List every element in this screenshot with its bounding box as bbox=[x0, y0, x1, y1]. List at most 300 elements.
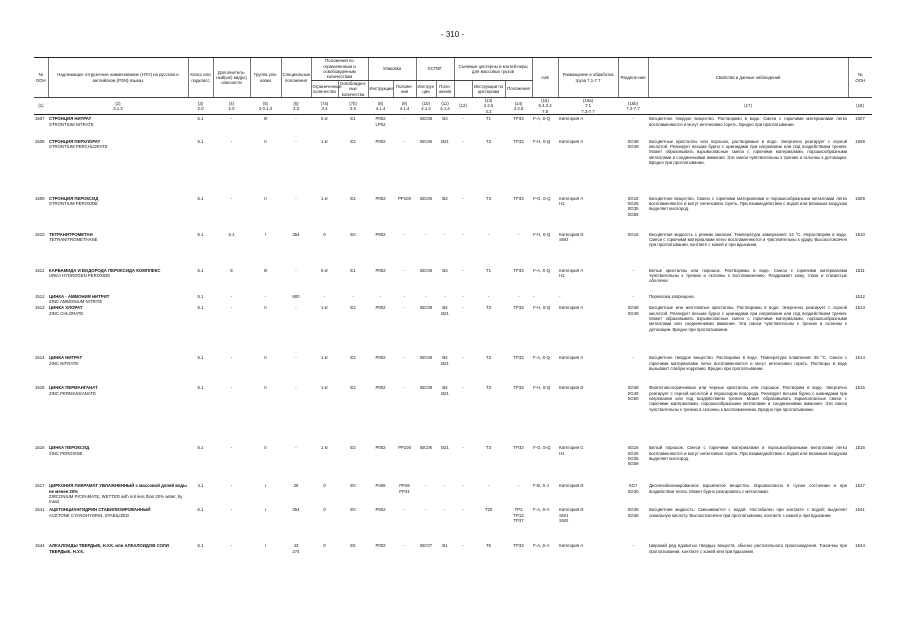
cell-col12: - bbox=[462, 355, 464, 361]
cell-stowage: Категория D bbox=[559, 483, 584, 489]
cell-un-number: 1514 bbox=[35, 355, 45, 361]
cell-col12: - bbox=[462, 231, 464, 237]
cell-tank-instruction: T1 bbox=[486, 267, 492, 273]
cell-segregation: SG38 SG49 SG60 bbox=[627, 385, 639, 402]
cell-excepted-quantity: E2 bbox=[350, 355, 356, 361]
cell-stowage: Категория A bbox=[559, 138, 584, 144]
col-tank-header: Съемные цистерны и контей-неры для массовых грузов bbox=[454, 58, 532, 81]
cell-shipping-name bbox=[48, 354, 188, 384]
cell-un-number-right: 1516 bbox=[855, 445, 865, 451]
cell-class: 6.1 bbox=[197, 507, 204, 513]
colnum-11: (11) 4.1.4 bbox=[436, 98, 454, 115]
col-packing-header: Упаковка bbox=[368, 58, 416, 81]
cell-ibc-instruction: - bbox=[425, 293, 427, 299]
cell-tank-provision: - bbox=[517, 293, 520, 299]
cell-tank-instruction: T20 bbox=[484, 507, 493, 513]
cell-ems: F-H, S-Q bbox=[533, 385, 551, 391]
cell-properties: Бесцветные кристаллы или порошок, растворимые в воде. Энергично реагирует с серной кислотой. Реагирует весьма бурно с цианидами при нагревании или под воздействием трения. Может образовывать взрывоопасные смеси с горючими материалами, порошкообразными металлами и соединениями аммония. Эти смеси чувствительны к трению и склонны к детонации. Вредно при проглатывании. bbox=[649, 138, 848, 166]
cell-shipping-name bbox=[48, 384, 188, 444]
cell-ibc-instruction: IBC06 bbox=[420, 138, 432, 144]
name-english: ZINC NITRATE bbox=[49, 360, 79, 366]
cell-shipping-name bbox=[48, 293, 188, 305]
col-eq-header: Освобожден-ные количества bbox=[339, 81, 367, 97]
col-tank-instr-header: Инструкции по цистернам bbox=[472, 81, 505, 98]
col-segregation-header: Разделе-ние bbox=[618, 58, 648, 98]
cell-tank-instruction: - bbox=[487, 293, 490, 299]
cell-segregation: SG35 SG36 bbox=[627, 507, 639, 518]
cell-shipping-name bbox=[48, 482, 188, 506]
cell-packing-provision: PP26 PP31 bbox=[399, 483, 410, 494]
cell-class: 5.1 bbox=[197, 138, 204, 144]
cell-properties: Белый порошок. Смеси с горючими материалами и порошкообразными металлами легко воспламеняются и могут интенсивно гореть. При взаимодействии с водой или влажным воздухом выделяет кислород. bbox=[649, 445, 848, 462]
cell-special-provisions: - bbox=[295, 445, 297, 451]
cell-un-number: 1513 bbox=[35, 305, 45, 311]
cell-ems: F-G, S-Q bbox=[533, 195, 551, 201]
colnum-14: (14) 4.2.5 bbox=[505, 98, 532, 115]
table-row bbox=[34, 506, 872, 542]
cell-properties: Бесцветная жидкость. Смешивается с водой. Нестабилен при контакте с водой; выделяет синильную кислоту. Высокотоксичен при проглатывании, контакте с кожей и при вдыхании. bbox=[649, 507, 848, 518]
table-row bbox=[34, 195, 872, 231]
col-tank-blank-header bbox=[454, 81, 472, 98]
cell-packing-instruction: - bbox=[379, 293, 382, 299]
name-russian: СТРОНЦИЯ ПЕРХЛОРАТ bbox=[49, 138, 101, 144]
colnum-2: (2) 3.1.2 bbox=[48, 98, 188, 115]
name-russian: СТРОНЦИЯ ПЕРОКСИД bbox=[49, 195, 99, 201]
cell-excepted-quantity: E0 bbox=[350, 507, 356, 513]
cell-properties: Бесцветная жидкость с резким запахом. Температура замерзания: 13 °C. Нерастворим в воде. Смеси с горючими материалами легко воспламеняются и чувствительны к удару. Высокотоксичен при проглатывании, контакте с кожей и при вдыхании. bbox=[649, 231, 848, 248]
cell-tank-provision: TP33 bbox=[513, 305, 524, 311]
name-russian: ЦИНКА ХЛОРАТ bbox=[49, 305, 83, 311]
cell-col12: - bbox=[462, 543, 464, 549]
cell-class: 5.1 bbox=[197, 293, 204, 299]
name-russian: СТРОНЦИЯ НИТРАТ bbox=[49, 116, 92, 122]
cell-un-number: 1509 bbox=[35, 195, 45, 201]
cell-packing-group: I bbox=[264, 543, 267, 549]
cell-excepted-quantity: E5 bbox=[350, 543, 356, 549]
cell-shipping-name bbox=[48, 267, 188, 293]
cell-properties: Десенсибилизированное взрывчатое вещество. Взрывоопасно в сухом состоянии и при воздействии тепла. Может бурно реагировать с металлами. bbox=[649, 483, 848, 494]
cell-stowage: Категория A H1 bbox=[559, 195, 584, 207]
col-ibc-instr-header: Инструк-ции bbox=[416, 81, 436, 98]
name-russian: ЦИНКА НИТРАТ bbox=[49, 355, 83, 361]
cell-segregation: SG16 bbox=[627, 231, 639, 237]
col-stowage-header: Размещение и обработка груза 7.1-7.7 bbox=[558, 58, 618, 98]
cell-shipping-name bbox=[48, 444, 188, 482]
cell-un-number: 1541 bbox=[35, 507, 45, 513]
dangerous-goods-table bbox=[34, 57, 872, 572]
cell-un-number: 1510 bbox=[35, 231, 45, 237]
cell-packing-provision: - bbox=[403, 385, 406, 391]
cell-ibc-provision: B4 B21 bbox=[441, 355, 449, 366]
table-row bbox=[34, 444, 872, 482]
cell-segregation: - bbox=[632, 543, 634, 549]
cell-limited-quantity: - bbox=[323, 293, 326, 299]
cell-packing-provision: - bbox=[403, 116, 406, 122]
cell-ems: F-A, S-Q bbox=[533, 116, 551, 122]
cell-subsidiary-risk: 5.1 bbox=[228, 231, 235, 237]
cell-limited-quantity: 0 bbox=[323, 231, 326, 237]
col-sp-header: Специальные положения bbox=[281, 58, 311, 98]
colnum-16a: (16a) 7.1 7.3-7.7 bbox=[558, 98, 618, 115]
cell-segregation: SG38 SG49 bbox=[627, 138, 639, 150]
cell-packing-instruction: P002 bbox=[375, 543, 386, 549]
cell-ibc-provision: B1 bbox=[442, 543, 448, 549]
cell-packing-provision: - bbox=[403, 293, 406, 299]
cell-packing-instruction: P002 LP02 bbox=[375, 116, 386, 127]
cell-class: 5.1 bbox=[197, 267, 204, 273]
cell-stowage: Категория D SW2 bbox=[559, 231, 584, 243]
cell-un-number-right: 1541 bbox=[855, 507, 865, 513]
colnum-15: (15) 5.4.3.2 7.8 bbox=[532, 98, 558, 115]
cell-un-number: 1511 bbox=[35, 267, 45, 273]
cell-tank-instruction: T3 bbox=[486, 305, 492, 311]
cell-special-provisions: - bbox=[295, 355, 297, 361]
cell-ibc-instruction: IBC08 bbox=[420, 267, 432, 273]
cell-tank-instruction: T1 bbox=[486, 116, 492, 122]
cell-limited-quantity: 5 кг bbox=[320, 267, 329, 273]
cell-subsidiary-risk: - bbox=[230, 543, 233, 549]
cell-packing-group: I bbox=[264, 231, 267, 237]
cell-segregation: SG16 SG26 SG35 SG59 bbox=[627, 195, 639, 217]
table-row bbox=[34, 542, 872, 572]
cell-class: 5.1 bbox=[197, 116, 204, 122]
cell-tank-provision: - bbox=[517, 231, 520, 237]
col-tank-prov-header: Положения bbox=[505, 81, 532, 98]
cell-col12: - bbox=[462, 507, 464, 513]
colnum-18: (18) bbox=[848, 98, 872, 115]
cell-tank-instruction: T3 bbox=[486, 355, 492, 361]
cell-packing-group: II bbox=[264, 305, 267, 311]
cell-properties: Широкий ряд ядовитых твердых веществ, обычно растительного происхождения. Токсичны при проглатывании, контакте с кожей или при вдыхании. bbox=[649, 543, 848, 554]
cell-shipping-name bbox=[48, 304, 188, 354]
cell-ems: F-G, S-Q bbox=[533, 445, 551, 451]
cell-un-number-right: 1507 bbox=[855, 116, 865, 122]
cell-stowage: Категория A H1 bbox=[559, 267, 584, 279]
cell-packing-provision: - bbox=[403, 355, 406, 361]
cell-class: 5.1 bbox=[197, 195, 204, 201]
cell-ibc-provision: B4 B21 bbox=[441, 305, 449, 316]
cell-col12: - bbox=[462, 385, 464, 391]
cell-stowage: Категория A bbox=[559, 355, 584, 361]
cell-un-number-right: 1511 bbox=[855, 267, 865, 273]
cell-shipping-name bbox=[48, 138, 188, 195]
cell-ems: F-A, S-A bbox=[533, 507, 550, 513]
cell-col12: - bbox=[462, 195, 464, 201]
cell-special-provisions: 900 bbox=[292, 293, 300, 299]
col-un-header-right: № ООН bbox=[848, 58, 872, 98]
cell-tank-provision: - bbox=[517, 483, 520, 489]
cell-tank-provision: TP33 bbox=[513, 543, 524, 549]
cell-class: 4.1 bbox=[197, 483, 204, 489]
colnum-12: (12) bbox=[454, 98, 472, 115]
cell-packing-provision: - bbox=[403, 305, 406, 311]
cell-segregation: - bbox=[632, 267, 634, 273]
cell-packing-provision: PP100 bbox=[398, 445, 411, 451]
table-row bbox=[34, 354, 872, 384]
cell-packing-instruction: P002 bbox=[375, 138, 386, 144]
name-english: ACETONE CYANOHYDRIN, STABILIZED bbox=[49, 512, 129, 518]
cell-stowage: Категория D SW1 SW2 bbox=[559, 507, 584, 524]
col-name-header: Надлежащее отгрузочное наименование (НТН) на русском и английском (PSN) языках bbox=[48, 58, 188, 98]
cell-excepted-quantity: E0 bbox=[350, 483, 356, 489]
cell-ibc-instruction: IBC08 bbox=[420, 305, 432, 311]
col-class-header: Класс или подкласс bbox=[188, 58, 213, 98]
cell-ems: F-H, S-Q bbox=[533, 138, 551, 144]
cell-class: 6.1 bbox=[197, 231, 204, 237]
cell-stowage: - bbox=[559, 293, 561, 299]
colnum-10: (10) 4.1.4 bbox=[416, 98, 436, 115]
cell-special-provisions: 28 bbox=[293, 483, 299, 489]
name-english: ZIRCONIUM PICRAMATE, WETTED with not less than 20% water, by mass bbox=[49, 494, 183, 505]
cell-ibc-provision: - bbox=[444, 483, 446, 489]
cell-packing-group: III bbox=[263, 116, 268, 122]
cell-ems: F-A, S-A bbox=[533, 543, 550, 549]
cell-packing-provision: PP100 bbox=[398, 195, 411, 201]
cell-special-provisions: - bbox=[295, 267, 297, 273]
cell-limited-quantity: 0 bbox=[323, 507, 326, 513]
cell-properties: Бесцветное твердое вещество. Растворимо в воде. Смеси с горючими материалами легко воспламеняются и могут интенсивно гореть. Вредно при проглатывании. bbox=[649, 116, 848, 127]
cell-tank-provision: TP33 bbox=[513, 195, 524, 201]
cell-packing-instruction: P406 bbox=[375, 483, 386, 489]
colnum-4: (4) 2.0 bbox=[213, 98, 250, 115]
name-english: ZINC AMMONIUM NITRITE bbox=[49, 299, 103, 305]
col-lq-eq-header: Положения по ограниченным и освобожденным количествам bbox=[311, 58, 368, 81]
table-row bbox=[34, 384, 872, 444]
cell-stowage: Категория D bbox=[559, 385, 584, 391]
cell-class: 5.1 bbox=[197, 305, 204, 311]
cell-packing-instruction: P602 bbox=[375, 231, 386, 237]
cell-ems: F-H, S-Q bbox=[533, 305, 551, 311]
cell-packing-instruction: P002 bbox=[375, 445, 386, 451]
cell-packing-group: II bbox=[264, 138, 267, 144]
cell-excepted-quantity: - bbox=[352, 293, 354, 299]
cell-subsidiary-risk: - bbox=[230, 445, 233, 451]
cell-special-provisions: - bbox=[295, 305, 297, 311]
cell-ems: F-A, S-Q bbox=[533, 267, 551, 273]
name-english: STRONTIUM PERCHLORATE bbox=[49, 144, 108, 150]
cell-tank-provision: TP33 bbox=[513, 267, 524, 273]
col-properties-header: Свойства и данные наблюдений bbox=[648, 58, 848, 98]
cell-ems: F-B, S-J bbox=[533, 483, 549, 489]
cell-packing-provision: - bbox=[403, 543, 406, 549]
table-row bbox=[34, 138, 872, 195]
cell-packing-provision: - bbox=[403, 507, 406, 513]
cell-ibc-instruction: IBC06 bbox=[420, 445, 432, 451]
cell-un-number-right: 1512 bbox=[855, 293, 865, 299]
cell-subsidiary-risk: - bbox=[230, 195, 233, 201]
cell-segregation: SG16 SG26 SG35 SG59 bbox=[627, 445, 639, 467]
colnum-7b: (7b) 3.5 bbox=[338, 98, 368, 115]
cell-limited-quantity: 1 кг bbox=[320, 355, 329, 361]
cell-excepted-quantity: E2 bbox=[350, 138, 356, 144]
col-subrisk-header: Дополнитель-ный(ые) вид(ы) опасности bbox=[213, 58, 250, 98]
cell-un-number-right: 1509 bbox=[855, 195, 865, 201]
cell-tank-provision: TP33 bbox=[513, 116, 524, 122]
table-body bbox=[34, 115, 872, 573]
name-english: ZINC CHLORATE bbox=[49, 310, 84, 316]
cell-segregation: - bbox=[632, 116, 634, 122]
cell-col12: - bbox=[462, 483, 464, 489]
cell-properties: Бесцветные или желтоватые кристаллы. Растворимы в воде. Энергично реагирует с серной кислотой. Реагирует весьма бурно с цианидами при нагревании или под воздействием трения. Может образовывать взрывоопасные смеси с горючими материалами, порошкообразными металлами или соединениями аммония. Эти смеси чувствительны к трению и склонны к детонации. Вредно при проглатывании. bbox=[649, 305, 848, 332]
colnum-5: (5) 2.0.1.3 bbox=[250, 98, 281, 115]
table-row bbox=[34, 231, 872, 267]
table-row bbox=[34, 304, 872, 354]
cell-tank-provision: TP2 TP13 TP37 bbox=[513, 507, 524, 524]
name-russian: ЦИНКА - АММОНИЯ НИТРИТ bbox=[49, 293, 110, 299]
cell-limited-quantity: 5 кг bbox=[320, 116, 329, 122]
cell-un-number-right: 1508 bbox=[855, 138, 865, 144]
cell-un-number-right: 1517 bbox=[855, 483, 865, 489]
cell-segregation: - bbox=[632, 293, 634, 299]
cell-segregation: SG38 SG49 bbox=[627, 305, 639, 316]
cell-class: 5.1 bbox=[197, 355, 204, 361]
cell-ibc-provision: - bbox=[444, 507, 446, 513]
cell-subsidiary-risk: - bbox=[230, 507, 233, 513]
cell-stowage: Категория A bbox=[559, 543, 584, 549]
cell-packing-group: II bbox=[264, 355, 267, 361]
table-row bbox=[34, 482, 872, 506]
cell-ibc-instruction: IBC08 bbox=[420, 116, 432, 122]
cell-class: 6.1 bbox=[197, 543, 204, 549]
table-row bbox=[34, 267, 872, 293]
cell-ibc-provision: - bbox=[444, 231, 446, 237]
colnum-16b: (16b) 7.2-7.7 bbox=[618, 98, 648, 115]
cell-shipping-name bbox=[48, 115, 188, 138]
name-russian: АЛКАЛОИДЫ ТВЕРДЫЕ, Н.У.К. или АЛКАЛОИДОВ СОЛИ ТВЕРДЫЕ, Н.У.К. bbox=[49, 543, 169, 554]
colnum-8: (8) 4.1.4 bbox=[368, 98, 393, 115]
cell-ibc-provision: B21 bbox=[441, 445, 449, 451]
cell-packing-group: II bbox=[264, 385, 267, 391]
cell-col12: - bbox=[462, 293, 464, 299]
cell-subsidiary-risk: - bbox=[230, 293, 233, 299]
cell-ibc-provision: B2 bbox=[442, 195, 448, 201]
page-number: - 310 - bbox=[440, 30, 465, 39]
cell-un-number: 1544 bbox=[35, 543, 45, 549]
cell-class: 5.1 bbox=[197, 445, 204, 451]
cell-col12: - bbox=[462, 116, 464, 122]
cell-tank-provision: TP33 bbox=[513, 385, 524, 391]
cell-shipping-name bbox=[48, 231, 188, 267]
cell-un-number: 1507 bbox=[35, 116, 45, 122]
cell-packing-instruction: P002 bbox=[375, 385, 386, 391]
cell-packing-provision: - bbox=[403, 231, 406, 237]
cell-properties: Бесцветное вещество. Смеси с горючими материалами и порошкообразными металлами легко воспламеняются и могут интенсивно гореть. При взаимодействии с водой или влажным воздухом выделяет кислород. bbox=[649, 195, 848, 212]
cell-packing-instruction: P002 bbox=[375, 195, 386, 201]
cell-special-provisions: 43 274 bbox=[292, 543, 300, 554]
cell-ibc-provision: B21 bbox=[441, 138, 449, 144]
name-russian: ЦИНКА ПЕРМАНГАНАТ bbox=[49, 385, 98, 391]
cell-packing-group: III bbox=[263, 267, 268, 273]
cell-excepted-quantity: E2 bbox=[350, 305, 356, 311]
cell-packing-group: II bbox=[264, 195, 267, 201]
cell-ems: F-H, S-Q bbox=[533, 231, 551, 237]
colnum-13: (13) 4.2.5 4.3 bbox=[472, 98, 505, 115]
name-english: UREA HYDROGEN PEROXIDE bbox=[49, 273, 111, 279]
cell-un-number-right: 1515 bbox=[855, 385, 865, 391]
cell-ibc-instruction: IBC08 bbox=[420, 355, 432, 361]
cell-un-number: 1515 bbox=[35, 385, 45, 391]
name-russian: ЦИНКА ПЕРОКСИД bbox=[49, 445, 90, 451]
cell-ibc-provision: B3 bbox=[442, 267, 448, 273]
cell-subsidiary-risk: 8 bbox=[230, 267, 233, 273]
cell-properties: Фиолетово-коричневые или черные кристаллы или порошок. Растворим в воде. Энергично реагирует с серной кислотой и пероксидом водорода. Реагирует весьма бурно с цианидами при нагревании или под воздействием трения. Может образовывать взрывоопасные смеси с горючими материалами, порошкообразными металлами и соединениями аммония. Эти смеси чувствительны к трению и склонны к воспламенению. Вредно при проглатывании. bbox=[649, 385, 848, 412]
cell-ibc-instruction: IBC07 bbox=[420, 543, 432, 549]
cell-special-provisions: - bbox=[295, 116, 297, 122]
cell-un-number-right: 1544 bbox=[855, 543, 865, 549]
cell-shipping-name bbox=[48, 195, 188, 231]
cell-packing-provision: - bbox=[403, 138, 406, 144]
cell-subsidiary-risk: - bbox=[230, 385, 233, 391]
cell-excepted-quantity: E0 bbox=[350, 231, 356, 237]
cell-stowage: Категория A bbox=[559, 305, 584, 311]
cell-packing-group: - bbox=[264, 293, 267, 299]
cell-packing-instruction: P002 bbox=[375, 355, 386, 361]
cell-ibc-provision: B3 bbox=[442, 116, 448, 122]
cell-packing-instruction: P602 bbox=[375, 507, 386, 513]
colnum-9: (9) 4.1.4 bbox=[393, 98, 416, 115]
cell-packing-provision: - bbox=[403, 267, 406, 273]
cell-tank-provision: TP33 bbox=[513, 445, 524, 451]
cell-special-provisions: - bbox=[295, 195, 297, 201]
cell-special-provisions: 354 bbox=[292, 507, 300, 513]
cell-subsidiary-risk: - bbox=[230, 355, 233, 361]
cell-ibc-instruction: - bbox=[425, 507, 427, 513]
cell-subsidiary-risk: - bbox=[230, 138, 233, 144]
cell-segregation: SG7 SG30 bbox=[627, 483, 639, 494]
colnum-3: (3) 2.0 bbox=[188, 98, 213, 115]
cell-un-number-right: 1510 bbox=[855, 231, 865, 237]
colnum-17: (17) bbox=[648, 98, 848, 115]
cell-packing-instruction: P002 bbox=[375, 305, 386, 311]
cell-ibc-instruction: IBC06 bbox=[420, 195, 432, 201]
name-russian: ТЕТРАНИТРОМЕТАН bbox=[49, 231, 93, 237]
colnum-6: (6) 3.3 bbox=[281, 98, 311, 115]
cell-col12: - bbox=[462, 305, 464, 311]
cell-stowage: Категория C H1 bbox=[559, 445, 584, 456]
col-pp-header: Положе-ния bbox=[393, 81, 416, 98]
cell-tank-instruction: T3 bbox=[486, 445, 492, 451]
cell-ibc-provision: - bbox=[444, 293, 446, 299]
col-lq-header: Ограниченные количества bbox=[311, 81, 338, 98]
cell-excepted-quantity: E2 bbox=[350, 385, 356, 391]
cell-ibc-provision: B4 B21 bbox=[441, 385, 449, 396]
cell-col12: - bbox=[462, 445, 464, 451]
name-english: TETRANITROMETHANE bbox=[49, 237, 98, 243]
cell-limited-quantity: 1 кг bbox=[320, 138, 329, 144]
cell-tank-provision: TP33 bbox=[513, 138, 524, 144]
cell-special-provisions: - bbox=[295, 138, 297, 144]
cell-packing-group: I bbox=[264, 507, 267, 513]
cell-limited-quantity: 1 кг bbox=[320, 305, 329, 311]
col-ems-header: АаК bbox=[532, 58, 558, 98]
cell-segregation: - bbox=[632, 355, 634, 361]
cell-limited-quantity: 1 кг bbox=[320, 195, 329, 201]
name-english: STRONTIUM NITRATE bbox=[49, 121, 94, 127]
cell-un-number: 1516 bbox=[35, 445, 45, 451]
cell-excepted-quantity: E2 bbox=[350, 195, 356, 201]
cell-un-number-right: 1514 bbox=[855, 355, 865, 361]
table-row bbox=[34, 115, 872, 138]
cell-limited-quantity: 1 кг bbox=[320, 445, 329, 451]
cell-packing-group: II bbox=[264, 445, 267, 451]
cell-properties: Перевозка запрещена. bbox=[649, 293, 695, 299]
name-english: STRONTIUM PEROXIDE bbox=[49, 201, 98, 207]
name-russian: ЦИРКОНИЯ ПИКРАМАТ УВЛАЖНЕННЫЙ с массовой долей воды не менее 20% bbox=[49, 483, 187, 494]
cell-properties: Бесцветное твердое вещество. Растворимо в воде. Температура плавления: 36 °C. Смеси с горючими материалами легко воспламеняются и могут интенсивно гореть. Растворы в воде вызывают слабую коррозию. Вредно при проглатывании. bbox=[649, 355, 848, 372]
cell-col12: - bbox=[462, 267, 464, 273]
cell-tank-instruction: T3 bbox=[486, 138, 492, 144]
cell-limited-quantity: 0 bbox=[323, 483, 326, 489]
